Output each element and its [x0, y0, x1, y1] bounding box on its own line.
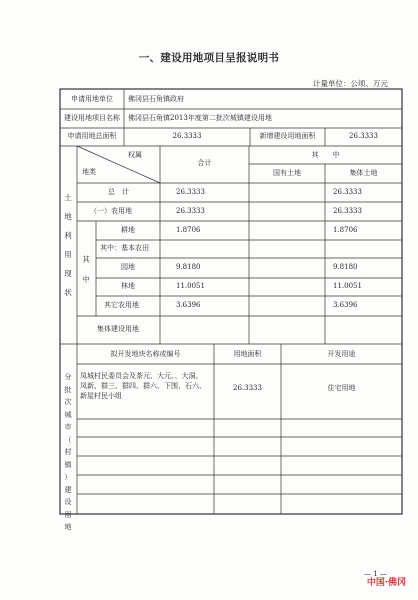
project-label: 建设用地项目名称	[64, 114, 120, 122]
row-other-agricultural-collective: 3.6396	[333, 301, 358, 309]
watermark-logo: 中国·佛冈	[366, 578, 406, 588]
header-plot-area: 用地面积	[233, 350, 262, 358]
row-forest-sum: 11.0051	[176, 282, 205, 290]
applicant-value: 佛冈县石角镇政府	[128, 95, 184, 103]
row-total-sum: 26.3333	[176, 188, 205, 196]
row-cultivated-sum: 1.8706	[176, 226, 201, 234]
page-number: — 1 —	[364, 570, 387, 578]
total-area-value: 26.3333	[172, 132, 202, 140]
header-plot-use: 开发用途	[327, 350, 356, 358]
batch-construction-side-label: 分 批 次 城 市 （ 村 镇 ） 建 设 用 地	[64, 373, 72, 531]
row-forest-collective: 11.0051	[333, 282, 362, 290]
row-label-agricultural: （一）农用地	[90, 207, 132, 215]
document-title: 一、建设用地项目呈报说明书	[138, 52, 280, 64]
measurement-unit: 计量单位：公顷、万元	[313, 79, 388, 88]
plot-use: 住宅用地	[327, 384, 356, 392]
sub-items-side-label: 其 中	[82, 255, 90, 284]
row-total-collective: 26.3333	[333, 188, 362, 196]
header-state-land: 国有土地	[273, 169, 301, 177]
row-label-basic-farmland: 其中：基本农田	[100, 244, 149, 252]
plot-name: 凤城村民委员会及茶元、大元、、大洞、 凤新、群三、群四、群六、下围、石六、 新屋村民小组	[80, 372, 206, 400]
row-other-agricultural-sum: 3.6396	[176, 301, 201, 309]
row-agricultural-collective: 26.3333	[333, 207, 362, 215]
row-label-total: 总 计	[108, 188, 129, 196]
applicant-label: 申请用地单位	[71, 95, 113, 103]
header-type: 地类	[82, 168, 96, 176]
new-area-label: 新增建设用地面积	[259, 132, 316, 140]
row-garden-collective: 9.8180	[333, 263, 358, 271]
row-garden-sum: 9.8180	[176, 263, 201, 271]
header-plot-name: 拟开发地块名称或编号	[110, 350, 181, 358]
new-area-value: 26.3333	[349, 132, 378, 140]
project-value: 佛冈县石角镇2013年度第二批次城镇建设用地	[128, 114, 272, 122]
row-label-garden: 园地	[121, 263, 135, 271]
row-label-other-agricultural: 其它农用地	[104, 301, 139, 309]
plot-area: 26.3333	[233, 384, 262, 392]
row-cultivated-collective: 1.8706	[333, 226, 358, 234]
header-among: 其 中	[311, 151, 340, 159]
header-ownership: 权属	[128, 151, 142, 159]
land-use-side-label: 土 地 利 用 现 状	[64, 193, 72, 297]
header-collective-land: 集体土地	[349, 169, 378, 177]
row-label-cultivated: 耕地	[121, 226, 135, 234]
row-label-forest: 林地	[121, 282, 135, 290]
header-total: 合计	[197, 159, 212, 167]
row-agricultural-sum: 26.3333	[176, 207, 205, 215]
row-label-collective-construction: 集体建设用地	[97, 325, 139, 333]
total-area-label: 申请用地总面积	[67, 132, 117, 140]
